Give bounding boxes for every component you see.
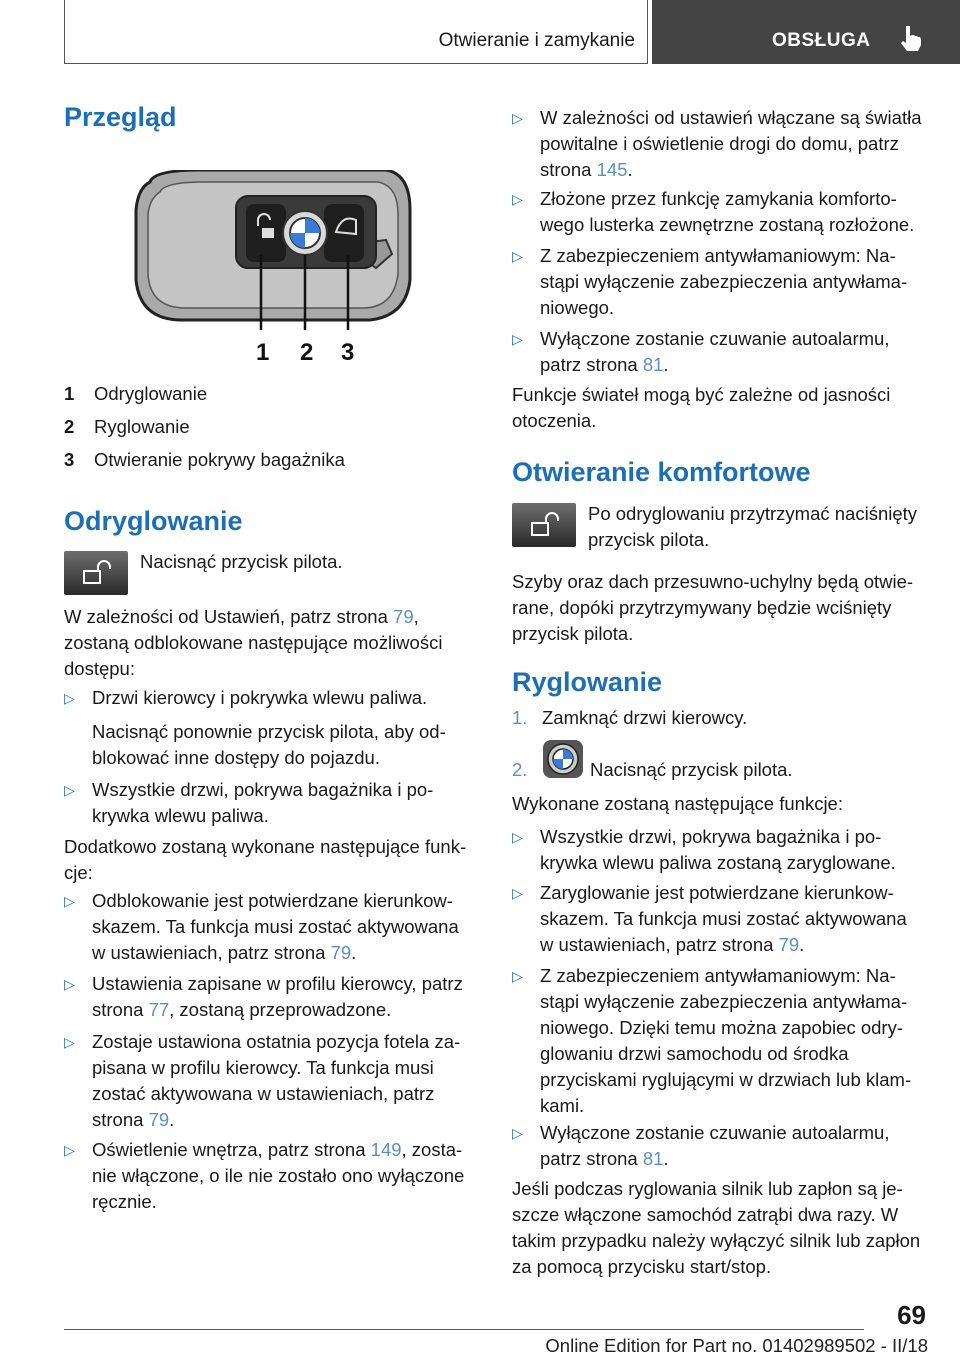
triangle-bullet-icon: ▷	[64, 1034, 75, 1050]
triangle-bullet-icon: ▷	[64, 976, 75, 992]
triangle-bullet-icon: ▷	[512, 1125, 523, 1141]
unlock-button-text: Nacisnąć przycisk pilota.	[140, 551, 343, 572]
fig-label-3: 3	[341, 339, 355, 365]
fig-label-1: 1	[256, 339, 270, 365]
paragraph: Jeśli podczas ryglowania silnik lub zapłon są je- szcze włączone samochód zatrąbi dwa razy. W takim przypadku należy wyłączyć silnik lub zapłon za pomocą przycisku start/stop.	[512, 1178, 921, 1277]
triangle-bullet-icon: ▷	[512, 331, 523, 347]
paragraph: Dodatkowo zostaną wykonane następujące funk- cje:	[64, 836, 467, 883]
bmw-logo-button-icon	[542, 739, 584, 779]
paragraph: Wykonane zostaną następujące funkcje:	[512, 793, 843, 814]
section-title: OBSŁUGA	[772, 30, 871, 51]
triangle-bullet-icon: ▷	[64, 893, 75, 909]
heading-lock: Ryglowanie	[512, 667, 663, 697]
triangle-bullet-icon: ▷	[64, 782, 75, 798]
page-link[interactable]: 145	[596, 159, 628, 180]
right-column: ▷ W zależności od ustawień włączane są światła powitalne i oświetlenie drogi do domu, patrz strona 145. ▷ Złożone przez funkcję zamykania komforto- wego lusterka zewnętrzne zostaną rozłożone. ▷ Z zabezpieczeniem antywłamaniowym: Na- stąpi wyłączenie zabezpieczenia antywłama- niowego. ▷ Wyłączone zostanie czuwanie autoalarmu, patrz strona 81. Funkcje świateł mogą być zależne od jasności otoczenia. Otwieranie komfortowe Po odryglowaniu przytrzymać naciśnięty przycisk pilota. Szyby oraz dach przesuwno-uchylny będą otwie- rane, dopóki przytrzymywany będzie wciśnięty przycisk pilota. Ryglowanie 1. Zamknąć drzwi kierowcy. 2. Nacisnąć przycisk pilota. Wykonane zostaną następujące funkcje: ▷ Wszystkie drzwi, pokrywa bagażnika i po- krywka wlewu paliwa zostaną zaryglowane. ▷ Zaryglowanie jest potwierdzane kierunkow- skazem. Ta funkcja musi zostać aktywowana w ustawieniach, patrz strona 79. ▷ Z zabezpieczeniem antywłamaniowym: Na- stąpi wyłączenie zabezpieczenia antywłama- niowego. Dzięki temu można zapobiec odry- glowaniu drzwi samochodu od środka przyciskami ryglującymi w drzwiach lub klam- kami. ▷ Wyłączone zostanie czuwanie autoalarmu, patrz strona 81. Jeśli podczas ryglowania silnik lub zapłon są je- szcze włączone samochód zatrąbi dwa razy. W takim przypadku należy wyłączyć silnik lub zapłon za pomocą przycisku start/stop.	[512, 0, 928, 1300]
page-number: 69	[897, 1300, 926, 1330]
page-link[interactable]: 77	[148, 999, 170, 1020]
footer-divider	[64, 1329, 864, 1330]
page-link[interactable]: 149	[370, 1139, 402, 1160]
page-link[interactable]: 79	[778, 934, 800, 955]
page-link[interactable]: 79	[393, 606, 414, 627]
triangle-bullet-icon: ▷	[512, 968, 523, 984]
paragraph: Funkcje świateł mogą być zależne od jasności otoczenia.	[512, 384, 891, 431]
triangle-bullet-icon: ▷	[512, 110, 523, 126]
paragraph: Szyby oraz dach przesuwno-uchylny będą otwie- rane, dopóki przytrzymywany będzie wciśnięty przycisk pilota.	[512, 571, 914, 644]
fig-label-2: 2	[300, 339, 314, 365]
unlock-button-image	[512, 503, 576, 547]
triangle-bullet-icon: ▷	[512, 829, 523, 845]
triangle-bullet-icon: ▷	[64, 1142, 75, 1158]
unlock-button-image	[64, 551, 128, 595]
paragraph: W zależności od Ustawień, patrz strona 79, zostaną odblokowane następujące możliwości dostępu:	[64, 606, 443, 679]
page-link[interactable]: 81	[642, 354, 664, 375]
key-fob-illustration	[130, 170, 420, 365]
triangle-bullet-icon: ▷	[512, 885, 523, 901]
edition-text: Online Edition for Part no. 01402989502 - II/18	[545, 1335, 928, 1356]
heading-unlock: Odryglowanie	[64, 506, 243, 536]
triangle-bullet-icon: ▷	[512, 248, 523, 264]
page-link[interactable]: 81	[642, 1148, 664, 1169]
left-column: Przegląd 1 2 3 1 Odryglowanie 2 Ryglowanie 3 Otwieranie pokrywy bagażnika Odryglowanie Nacisnąć przycisk pilota. W zależności od Ustawień, patrz strona 79, zostaną odblokowane następujące możliwości dostępu: ▷ Drzwi kierowcy i pokrywka wlewu paliwa. Nacisnąć ponownie przycisk pilota, aby od- blokować inne dostępy do pojazdu. ▷ Wszystkie drzwi, pokrywa bagażnika i po- krywka wlewu paliwa. Dodatkowo zostaną wykonane następujące funk- cje: ▷ Odblokowanie jest potwierdzane kierunkow- skazem. Ta funkcja musi zostać aktywowana w ustawieniach, patrz strona 79. ▷ Ustawienia zapisane w profilu kierowcy, patrz strona 77, zostaną przeprowadzone. ▷ Zostaje ustawiona ostatnia pozycja fotela za- pisana w profilu kierowcy. Ta funkcja musi zostać aktywowana w ustawieniach, patrz strona 79. ▷ Oświetlenie wnętrza, patrz strona 149, zosta- nie włączone, o ile nie zostało ono wyłączone ręcznie.	[64, 0, 476, 1300]
unlock-icon	[526, 511, 562, 539]
heading-comfort-open: Otwieranie komfortowe	[512, 457, 811, 487]
unlock-icon	[78, 559, 114, 587]
triangle-bullet-icon: ▷	[64, 690, 75, 706]
page-link[interactable]: 79	[148, 1109, 170, 1130]
chapter-title: Otwieranie i zamykanie	[438, 30, 635, 51]
page-link[interactable]: 79	[330, 942, 352, 963]
triangle-bullet-icon: ▷	[512, 191, 523, 207]
heading-overview: Przegląd	[64, 102, 177, 132]
comfort-button-text: Po odryglowaniu przytrzymać naciśnięty przycisk pilota.	[588, 503, 918, 550]
